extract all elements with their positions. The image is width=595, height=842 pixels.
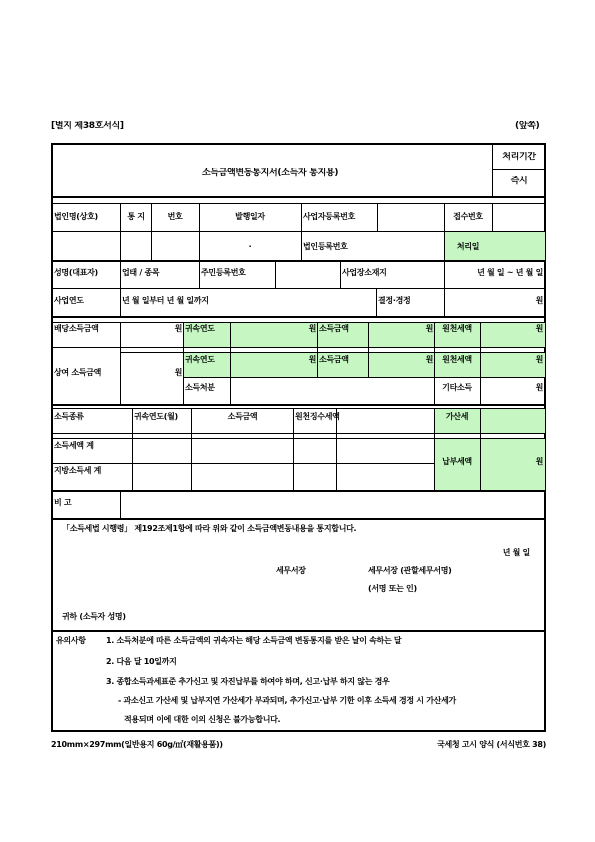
bonus-year-label: 귀속연도: [185, 355, 215, 364]
dividend-tax-currency: 원: [535, 324, 543, 333]
note-item-5: 적용되며 이에 대한 이의 신청은 불가능합니다.: [124, 715, 281, 724]
calc-header-amount: 소득금액: [227, 412, 258, 421]
decision-label: 결정·경정: [378, 296, 411, 305]
dividend-label: 배당소득금액: [54, 324, 99, 333]
resident-no-label: 주민등록번호: [201, 268, 246, 277]
biz-year-label: 사업연도: [54, 296, 84, 305]
calc-total-currency: 원: [535, 457, 543, 466]
processed-date-label: 처리일: [456, 242, 480, 251]
calc-total-label: 납부세액: [442, 457, 472, 466]
dividend-tax-label: 원천세액: [442, 324, 472, 333]
issue-date-label: 발행일자: [235, 212, 265, 221]
dividend-year-label: 귀속연도: [185, 324, 215, 333]
dividend-currency: 원: [174, 324, 182, 333]
notice-vertical-label: 통 지: [127, 212, 145, 221]
dividend-amount-currency: 원: [308, 324, 316, 333]
biz-type-label: 업태 / 종목: [122, 268, 160, 277]
note-item-1: 1. 소득처분에 따른 소득금액의 귀속자는 해당 소득금액 변동통지를 받은 날이 속하는 달: [106, 636, 402, 645]
biz-year-value: 년 월 일 ~ 년 월 일: [477, 268, 543, 277]
calc-local-tax-total: 지방소득세 계: [54, 466, 102, 475]
bonus-label: 상여 소득금액: [54, 368, 102, 377]
dividend-income-label: 소득금액: [319, 324, 349, 333]
page-mark: (앞쪽): [515, 121, 540, 131]
footer-form-spec: 국세청 고시 양식 (서식번호 38): [437, 740, 546, 749]
legal-statement: 「소득세법 시행령」 제192조제1항에 따라 위와 같이 소득금액변동내용을 통지합니다.: [62, 524, 357, 533]
bonus-tax-currency: 원: [535, 355, 543, 364]
issue-date-separator: ·: [248, 242, 252, 251]
calc-income-tax-total: 소득세액 계: [54, 441, 94, 450]
calc-income-kind-label: 소득종류: [54, 412, 84, 421]
note-item-2: 2. 다음 달 10일까지: [106, 657, 177, 666]
office-name-label: 세무서장 (관할세무서명): [368, 566, 452, 575]
signature-label: (서명 또는 인): [368, 584, 417, 593]
recipient-line: 귀하 (소득자 성명): [62, 612, 126, 621]
remarks-label: 비 고: [54, 498, 72, 507]
calc-header-year: 귀속연도(월): [134, 412, 178, 421]
processing-period-label: 처리기간: [502, 152, 536, 162]
place-label: 사업장소재지: [342, 268, 387, 277]
form-title: 소득금액변동통지서(소득자 통지용): [201, 168, 339, 178]
corp-name-label: 법인명(상호): [54, 212, 98, 221]
representative-label: 성명(대표자): [54, 268, 98, 277]
office-label: 세무서장: [276, 566, 306, 575]
corp-regno2-label: 법인등록번호: [303, 242, 348, 251]
dividend-income-currency: 원: [425, 324, 433, 333]
period-currency: 원: [535, 296, 543, 305]
form-number: [별지 제38호서식]: [51, 121, 124, 131]
corp-regno-label: 사업자등록번호: [303, 212, 355, 221]
bonus-amount-currency: 원: [308, 355, 316, 364]
bonus-tax-label: 원천세액: [442, 355, 472, 364]
bonus-income-currency: 원: [425, 355, 433, 364]
bonus-income-label: 소득금액: [319, 355, 349, 364]
disposition-label: 소득처분: [185, 383, 215, 392]
notes-label: 유의사항: [56, 636, 86, 645]
other-income-label: 기타소득: [442, 383, 472, 392]
issue-no-label: 번호: [167, 212, 183, 221]
calc-header-withholding: 원천징수세액: [295, 412, 340, 421]
bonus-currency: 원: [174, 368, 182, 377]
other-income-currency: 원: [535, 383, 543, 392]
footer-paper-spec: 210mm×297mm(일반용지 60g/㎡(재활용품)): [51, 740, 223, 749]
calc-header-penalty: 가산세: [445, 412, 469, 421]
receipt-no-label: 접수번호: [453, 212, 483, 221]
processing-period-value: 즉시: [510, 176, 528, 186]
note-item-4: - 과소신고 가산세 및 납부지연 가산세가 부과되며, 추가신고·납부 기한 이후 소득세 경정 시 가산세가: [118, 696, 456, 705]
period-value: 년 월 일부터 년 월 일까지: [122, 296, 209, 305]
statement-date: 년 월 일: [502, 548, 530, 557]
note-item-3: 3. 종합소득과세표준 추가신고 및 자진납부를 하여야 하며, 신고·납부 하지 않는 경우: [106, 677, 390, 686]
